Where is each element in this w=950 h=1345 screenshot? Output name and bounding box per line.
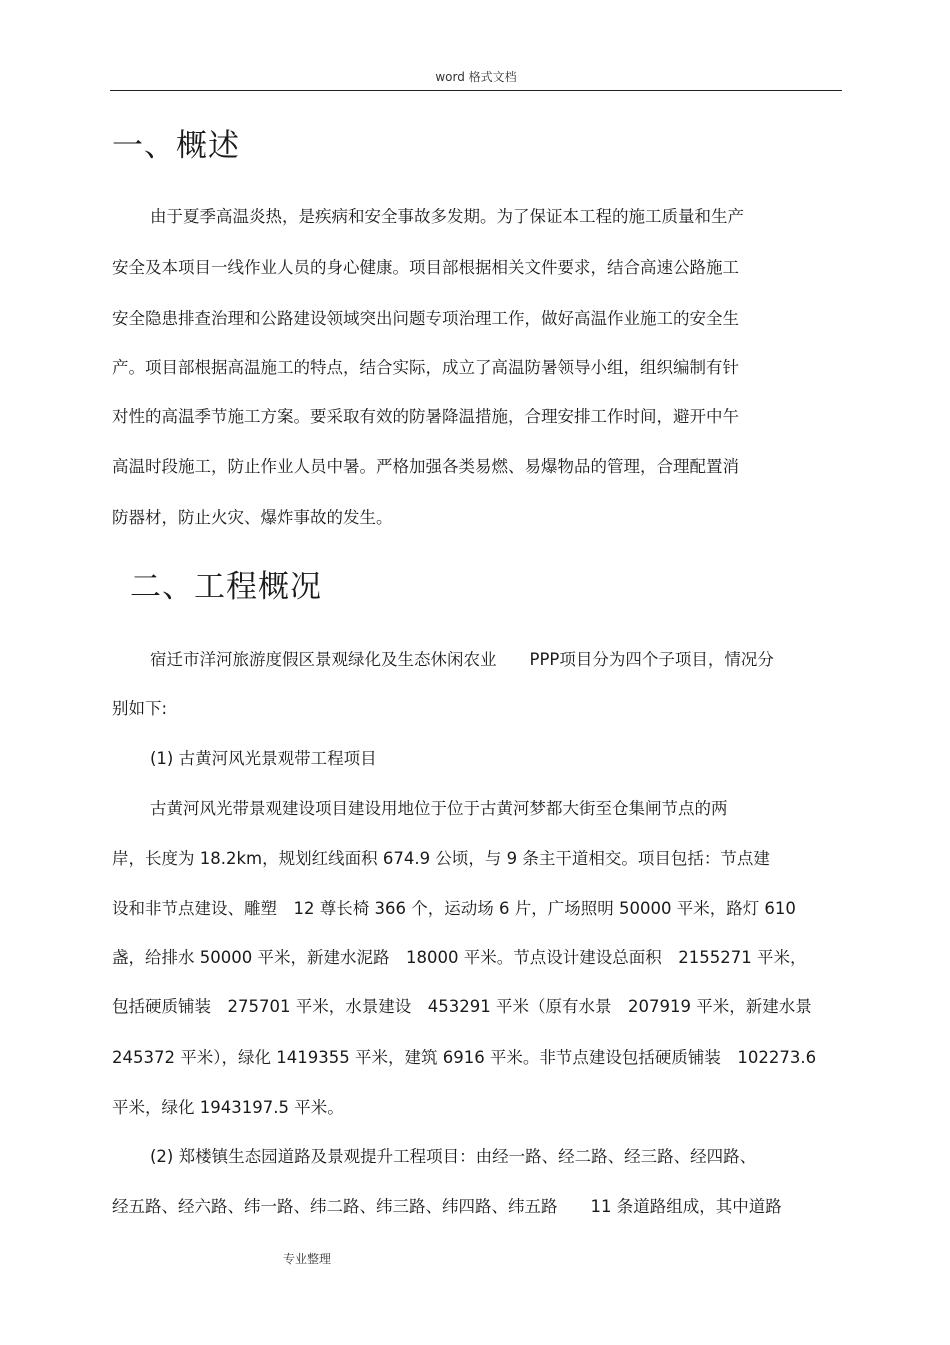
paragraph-line: 安全及本项目一线作业人员的身心健康。项目部根据相关文件要求，结合高速公路施工 — [112, 258, 739, 277]
paragraph-line: 别如下: — [112, 699, 168, 718]
paragraph-line: 防器材，防止火灾、爆炸事故的发生。 — [112, 508, 393, 527]
paragraph-line: 包括硬质铺装 275701 平米，水景建设 453291 平米（原有水景 207919 平米，新建水景 — [112, 997, 812, 1016]
paragraph-line: 安全隐患排查治理和公路建设领域突出问题专项治理工作，做好高温作业施工的安全生 — [112, 309, 739, 328]
paragraph-line: 岸，长度为 18.2km，规划红线面积 674.9 公顷，与 9 条主干道相交。项目包括：节点建 — [112, 849, 770, 868]
header-rule — [110, 90, 842, 91]
paragraph-line: 产。项目部根据高温施工的特点，结合实际，成立了高温防暑领导小组，组织编制有针 — [112, 358, 739, 377]
paragraph-line: 对性的高温季节施工方案。要采取有效的防暑降温措施，合理安排工作时间，避开中午 — [112, 407, 739, 426]
paragraph-line: 245372 平米），绿化 1419355 平米，建筑 6916 平米。非节点建设包括硬质铺装 102273.6 — [112, 1048, 817, 1067]
page-header: word 格式文档 — [435, 70, 517, 84]
paragraph-line: 高温时段施工，防止作业人员中暑。严格加强各类易燃、易爆物品的管理，合理配置消 — [112, 457, 739, 476]
paragraph-line: 盏，给排水 50000 平米，新建水泥路 18000 平米。节点设计建设总面积 2155271 平米， — [112, 948, 807, 967]
paragraph-line: 设和非节点建设、雕塑 12 尊长椅 366 个，运动场 6 片，广场照明 50000 平米，路灯 610 — [112, 899, 796, 918]
paragraph-line: 古黄河风光带景观建设项目建设用地位于位于古黄河梦都大街至仓集闸节点的两 — [150, 799, 728, 818]
paragraph-line: 经五路、经六路、纬一路、纬二路、纬三路、纬四路、纬五路 11 条道路组成，其中道路 — [112, 1197, 782, 1216]
subsection-heading: (1) 古黄河风光景观带工程项目 — [150, 749, 377, 768]
paragraph-line: 平米，绿化 1943197.5 平米。 — [112, 1098, 344, 1117]
paragraph-line: 由于夏季高温炎热，是疾病和安全事故多发期。为了保证本工程的施工质量和生产 — [150, 207, 744, 226]
page-footer: 专业整理 — [283, 1252, 332, 1266]
subsection-heading: (2) 郑楼镇生态园道路及景观提升工程项目：由经一路、经二路、经三路、经四路、 — [150, 1147, 757, 1166]
section-1-title: 一、概述 — [112, 128, 240, 164]
paragraph-line: 宿迁市洋河旅游度假区景观绿化及生态休闲农业 PPP项目分为四个子项目，情况分 — [150, 650, 774, 669]
section-2-title: 二、工程概况 — [130, 569, 322, 605]
